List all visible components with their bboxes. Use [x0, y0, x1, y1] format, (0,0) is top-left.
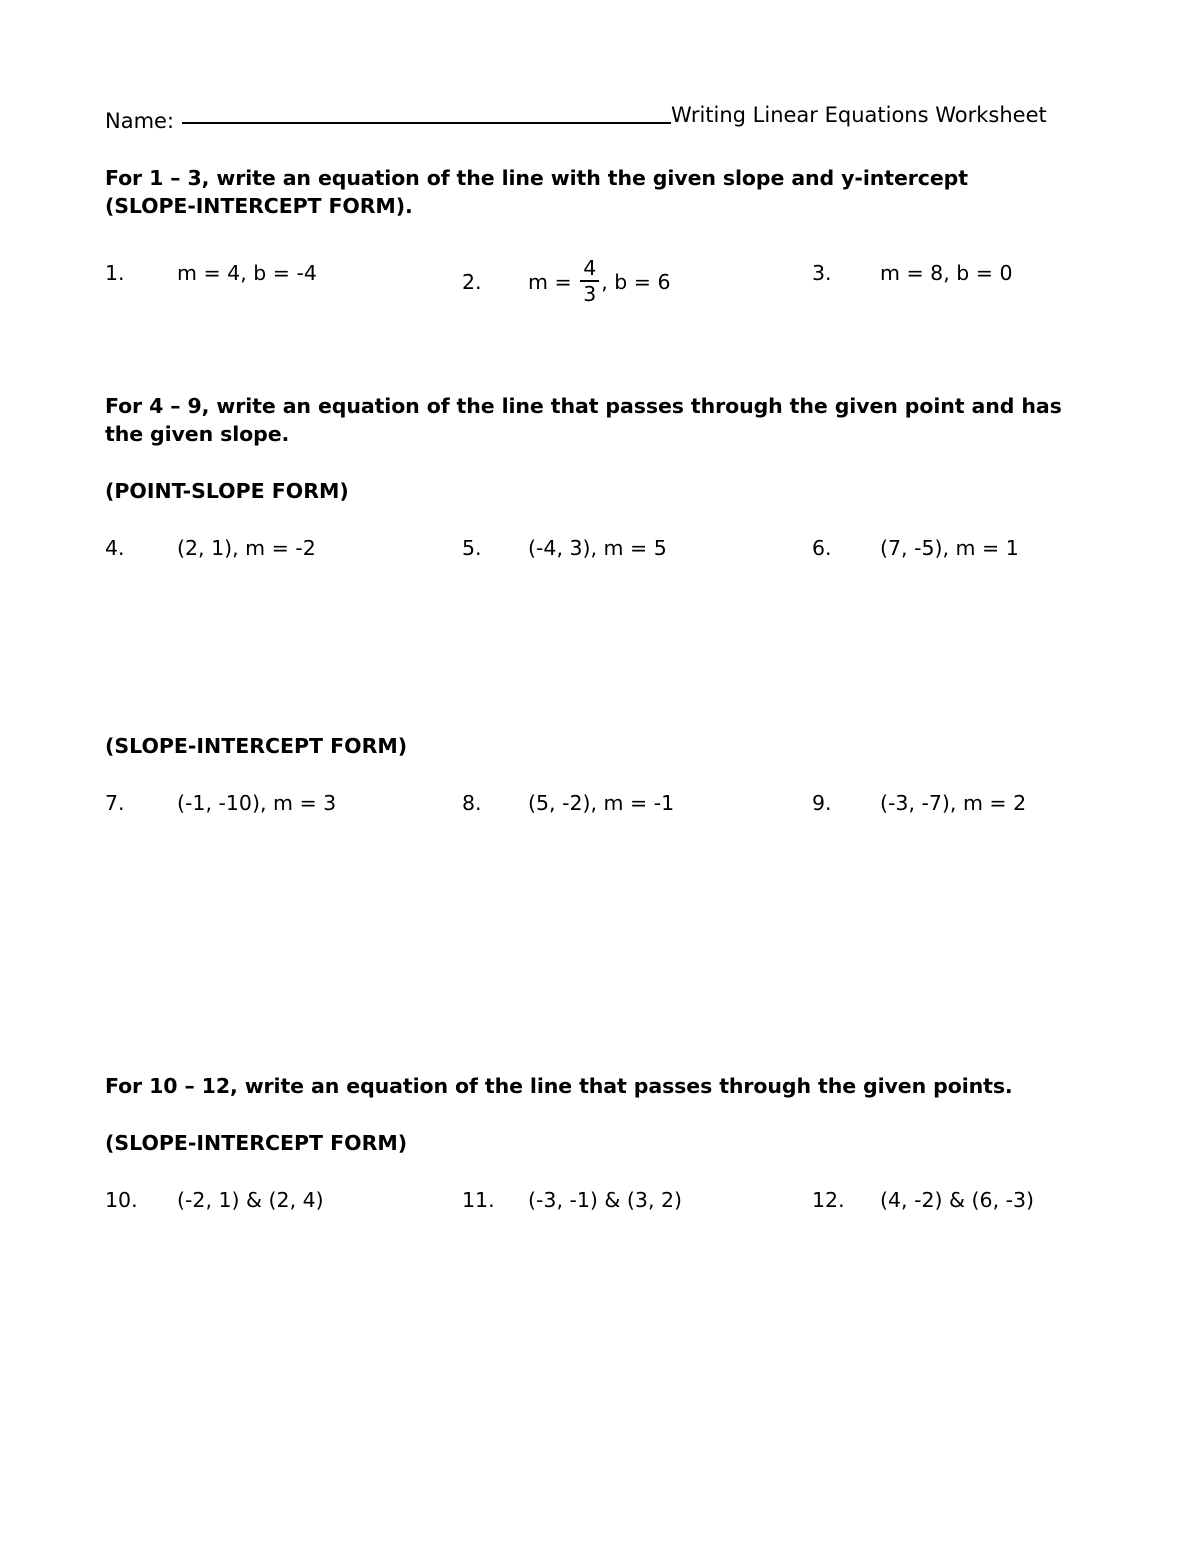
worksheet-title: Writing Linear Equations Worksheet [671, 103, 1047, 127]
problem-9-content: (-3, -7), m = 2 [880, 791, 1027, 815]
work-space-1-3[interactable] [105, 310, 1050, 380]
section-heading-4-9 [105, 392, 1062, 448]
problem-4-content: (2, 1), m = -2 [177, 536, 316, 560]
problem-11 [462, 1185, 682, 1215]
problem-row-7-9 [0, 788, 1200, 828]
section-heading-1-3 [105, 164, 968, 220]
fraction-four-thirds [580, 257, 599, 305]
subheading-slope-intercept-form-10-12: (SLOPE-INTERCEPT FORM) [105, 1131, 408, 1155]
problem-9 [812, 788, 1026, 818]
page-header [105, 102, 1050, 140]
problem-2-content [528, 258, 671, 306]
subheading-slope-intercept-form-7-9: (SLOPE-INTERCEPT FORM) [105, 734, 408, 758]
problem-5-number: 5. [462, 536, 482, 560]
problem-1-number: 1. [105, 261, 125, 285]
problem-11-content: (-3, -1) & (3, 2) [528, 1188, 683, 1212]
section-heading-10-12 [105, 1072, 1013, 1100]
name-label: Name: [105, 109, 175, 133]
problem-4 [105, 533, 316, 563]
problem-11-number: 11. [462, 1188, 495, 1212]
problem-4-number: 4. [105, 536, 125, 560]
problem-1 [105, 258, 317, 288]
problem-12-content: (4, -2) & (6, -3) [880, 1188, 1035, 1212]
problem-6-content: (7, -5), m = 1 [880, 536, 1019, 560]
problem-5 [462, 533, 667, 563]
problem-5-content: (-4, 3), m = 5 [528, 536, 667, 560]
problem-7-content: (-1, -10), m = 3 [177, 791, 337, 815]
fraction-denominator: 3 [583, 282, 597, 306]
problem-10 [105, 1185, 324, 1215]
problem-10-content: (-2, 1) & (2, 4) [177, 1188, 324, 1212]
work-space-4-6[interactable] [105, 580, 1050, 720]
name-field-block [105, 102, 671, 134]
section-heading-1-3-line1: For 1 – 3, write an equation of the line with the given slope and y-intercept [105, 166, 968, 190]
problem-10-number: 10. [105, 1188, 138, 1212]
problem-8-number: 8. [462, 791, 482, 815]
work-space-10-12[interactable] [105, 1232, 1050, 1522]
work-space-7-9[interactable] [105, 835, 1050, 1060]
problem-12 [812, 1185, 1034, 1215]
problem-9-number: 9. [812, 791, 832, 815]
problem-row-4-6 [0, 533, 1200, 573]
problem-2-suffix: , b = 6 [601, 270, 671, 294]
problem-7-number: 7. [105, 791, 125, 815]
problem-2-number: 2. [462, 270, 482, 294]
problem-3-number: 3. [812, 261, 832, 285]
problem-3 [812, 258, 1013, 288]
fraction-numerator: 4 [583, 256, 597, 280]
problem-8-content: (5, -2), m = -1 [528, 791, 675, 815]
problem-6-number: 6. [812, 536, 832, 560]
problem-row-10-12 [0, 1185, 1200, 1225]
problem-7 [105, 788, 336, 818]
problem-6 [812, 533, 1019, 563]
section-heading-4-9-line2: the given slope. [105, 422, 290, 446]
problem-3-content: m = 8, b = 0 [880, 261, 1013, 285]
section-heading-1-3-line2: (SLOPE-INTERCEPT FORM). [105, 194, 413, 218]
problem-2-prefix: m = [528, 270, 579, 294]
section-heading-4-9-line1: For 4 – 9, write an equation of the line that passes through the given point and has [105, 394, 1062, 418]
problem-2 [462, 258, 671, 306]
problem-8 [462, 788, 674, 818]
section-heading-10-12-line1: For 10 – 12, write an equation of the line that passes through the given points. [105, 1074, 1013, 1098]
name-write-in-line[interactable] [182, 102, 671, 128]
problem-row-1-3 [0, 256, 1200, 306]
subheading-point-slope-form: (POINT-SLOPE FORM) [105, 479, 349, 503]
problem-12-number: 12. [812, 1188, 845, 1212]
problem-1-content: m = 4, b = -4 [177, 261, 317, 285]
